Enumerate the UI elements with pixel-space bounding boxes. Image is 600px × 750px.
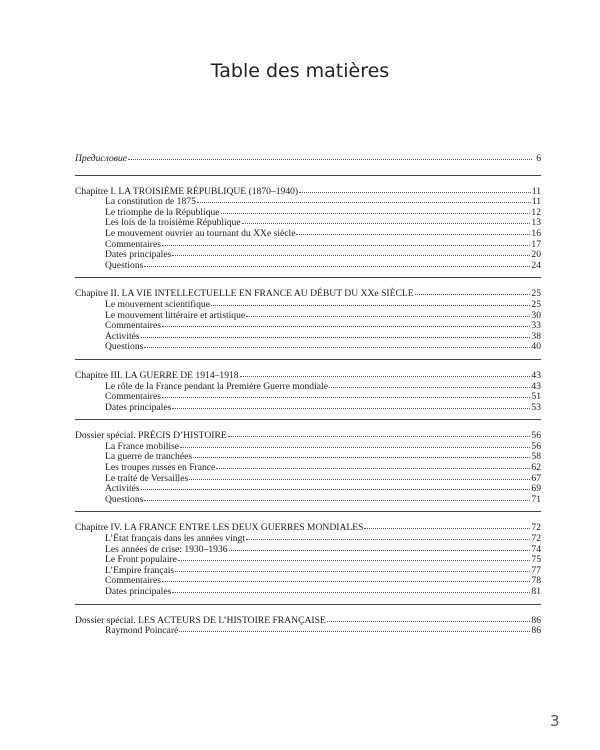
- toc-page-number: 38: [531, 330, 541, 342]
- dot-leader: [246, 539, 530, 540]
- toc-entry-title: Le triomphe de la République: [105, 206, 220, 218]
- toc-entry[interactable]: [75, 495, 541, 506]
- toc-entry-title: La constitution de 1875: [105, 196, 196, 208]
- toc-page-number: 71: [531, 493, 541, 505]
- dot-leader: [144, 500, 530, 501]
- dot-leader: [327, 621, 531, 622]
- toc-entry-title: Dates principales: [105, 249, 172, 261]
- dot-leader: [178, 560, 530, 561]
- toc-entry-title: Les années de crise: 1930–1936: [105, 543, 228, 555]
- toc-entry-title: Activités: [105, 483, 140, 495]
- toc-entry-title: L’Empire français: [105, 564, 175, 576]
- toc-entry[interactable]: [75, 250, 541, 261]
- toc-page-number: 75: [531, 554, 541, 566]
- dot-leader: [197, 202, 531, 203]
- dot-leader: [162, 397, 530, 398]
- toc-entry-title: Chapitre II. LA VIE INTELLECTUELLE EN FRANCE AU DÉBUT DU XXe SIÈCLE: [75, 288, 414, 300]
- toc-entry-title: Commentaires: [105, 320, 161, 332]
- toc-page-number: 11: [531, 196, 541, 208]
- toc-entry-title: Le mouvement scientifique: [105, 298, 210, 310]
- toc-entry[interactable]: [75, 321, 541, 332]
- toc-entry[interactable]: [75, 229, 541, 240]
- toc-page-number: 81: [531, 586, 541, 597]
- toc-entry-title: Commentaires: [105, 391, 161, 403]
- toc-page-number: 12: [531, 206, 541, 218]
- dot-leader: [364, 528, 530, 529]
- toc-page-number: 56: [531, 440, 541, 452]
- toc-entry-title: Dates principales: [105, 586, 172, 597]
- toc-entry-title: Raymond Poincaré: [105, 625, 179, 637]
- dot-leader: [175, 571, 530, 572]
- toc-entry-title: La guerre de tranchées: [105, 451, 193, 463]
- toc-page-number: 51: [531, 391, 541, 403]
- toc-entry-title: Chapitre IV. LA FRANCE ENTRE LES DEUX GUERRES MONDIALES: [75, 522, 364, 534]
- toc-page-number: 20: [531, 249, 541, 261]
- toc-page-number: 43: [531, 369, 541, 381]
- dot-leader: [216, 468, 530, 469]
- toc-entry[interactable]: [75, 626, 541, 637]
- toc-page-number: 74: [531, 543, 541, 555]
- dot-leader: [180, 447, 530, 448]
- dot-leader: [162, 326, 530, 327]
- toc-page-number: 86: [531, 625, 541, 637]
- toc-page-number: 40: [531, 341, 541, 353]
- toc-page-number: 33: [531, 320, 541, 332]
- toc-entry-title: Le traité de Versailles: [105, 472, 189, 484]
- toc-entry-title: Dates principales: [105, 401, 172, 413]
- toc-entry[interactable]: [75, 587, 541, 598]
- dot-leader: [221, 213, 531, 214]
- toc-entry[interactable]: [75, 300, 541, 311]
- dot-leader: [141, 337, 531, 338]
- dot-leader: [229, 550, 531, 551]
- toc-page-number: 43: [531, 380, 541, 392]
- section-divider: [75, 359, 541, 360]
- toc-entry[interactable]: [75, 403, 541, 414]
- dot-leader: [144, 347, 530, 348]
- toc-entry[interactable]: [75, 261, 541, 272]
- section-divider: [75, 277, 541, 278]
- toc-entry-title: Questions: [105, 259, 144, 271]
- toc-entry-title: Le Front populaire: [105, 554, 177, 566]
- dot-leader: [144, 266, 530, 267]
- toc-page-number: 53: [531, 401, 541, 413]
- dot-leader: [240, 376, 531, 377]
- table-of-contents: [75, 154, 541, 637]
- toc-page-number: 24: [531, 259, 541, 271]
- dot-leader: [179, 631, 530, 632]
- toc-page-number: 86: [531, 614, 541, 626]
- dot-leader: [162, 245, 530, 246]
- toc-page-number: 11: [531, 185, 541, 197]
- section-divider: [75, 604, 541, 605]
- toc-entry-title: Chapitre III. LA GUERRE DE 1914–1918: [75, 369, 239, 381]
- dot-leader: [172, 408, 530, 409]
- toc-entry-title: Commentaires: [105, 238, 161, 250]
- dot-leader: [162, 581, 530, 582]
- toc-page-number: 72: [531, 522, 541, 534]
- toc-entry-title: Commentaires: [105, 575, 161, 587]
- toc-section-heading[interactable]: [75, 371, 541, 382]
- toc-page-number: 56: [531, 430, 541, 442]
- toc-entry-title: Предисловие: [75, 153, 127, 164]
- toc-entry-title: L’État français dans les années vingt: [105, 533, 246, 545]
- dot-leader: [415, 294, 531, 295]
- section-divider: [75, 175, 541, 176]
- toc-entry-title: Les lois de la troisième République: [105, 217, 241, 229]
- toc-page-number: 13: [531, 217, 541, 229]
- toc-page-number: 58: [531, 451, 541, 463]
- toc-entry-title: Le mouvement ouvrier au tournant du XXe siècle: [105, 227, 296, 239]
- dot-leader: [246, 316, 530, 317]
- dot-leader: [228, 436, 531, 437]
- page-number: 3: [550, 712, 560, 730]
- toc-page-number: 30: [531, 309, 541, 321]
- toc-entry-title: Le mouvement littéraire et artistique: [105, 309, 246, 321]
- toc-entry-title: Questions: [105, 493, 144, 505]
- toc-page-number: 72: [531, 533, 541, 545]
- toc-page-number: 69: [531, 483, 541, 495]
- toc-entry-title: Dossier spécial. PRÉCIS D’HISTOIRE: [75, 430, 227, 442]
- toc-page-number: 16: [531, 227, 541, 239]
- toc-page-number: 77: [531, 564, 541, 576]
- dot-leader: [193, 457, 530, 458]
- toc-page-number: 25: [531, 288, 541, 300]
- dot-leader: [141, 489, 531, 490]
- toc-page-number: 25: [531, 298, 541, 310]
- section-divider: [75, 511, 541, 512]
- dot-leader: [329, 387, 530, 388]
- dot-leader: [299, 192, 531, 193]
- toc-entry[interactable]: [75, 342, 541, 353]
- toc-section-heading[interactable]: [75, 154, 541, 165]
- toc-page-number: 62: [531, 462, 541, 474]
- toc-entry-title: Activités: [105, 330, 140, 342]
- toc-entry-title: Le rôle de la France pendant la Première Guerre mondiale: [105, 380, 328, 392]
- dot-leader: [296, 234, 530, 235]
- toc-page-number: 67: [531, 472, 541, 484]
- toc-entry[interactable]: [75, 484, 541, 495]
- dot-leader: [128, 159, 532, 160]
- toc-entry-title: Questions: [105, 341, 144, 353]
- toc-entry-title: Dossier spécial. LES ACTEURS DE L’HISTOIRE FRANÇAISE: [75, 614, 326, 626]
- dot-leader: [211, 305, 530, 306]
- section-divider: [75, 419, 541, 420]
- toc-entry-title: Les troupes russes en France: [105, 462, 216, 474]
- dot-leader: [172, 592, 530, 593]
- toc-entry-title: La France mobilise: [105, 440, 180, 452]
- dot-leader: [189, 479, 530, 480]
- toc-page-number: 6: [536, 153, 541, 164]
- toc-entry[interactable]: [75, 474, 541, 485]
- page-title: Table des matières: [210, 60, 390, 82]
- toc-entry-title: Chapitre I. LA TROISIÈME RÉPUBLIQUE (1870–1940): [75, 185, 299, 197]
- dot-leader: [172, 255, 530, 256]
- toc-page-number: 78: [531, 575, 541, 587]
- toc-page-number: 17: [531, 238, 541, 250]
- dot-leader: [242, 223, 531, 224]
- toc-entry[interactable]: [75, 332, 541, 343]
